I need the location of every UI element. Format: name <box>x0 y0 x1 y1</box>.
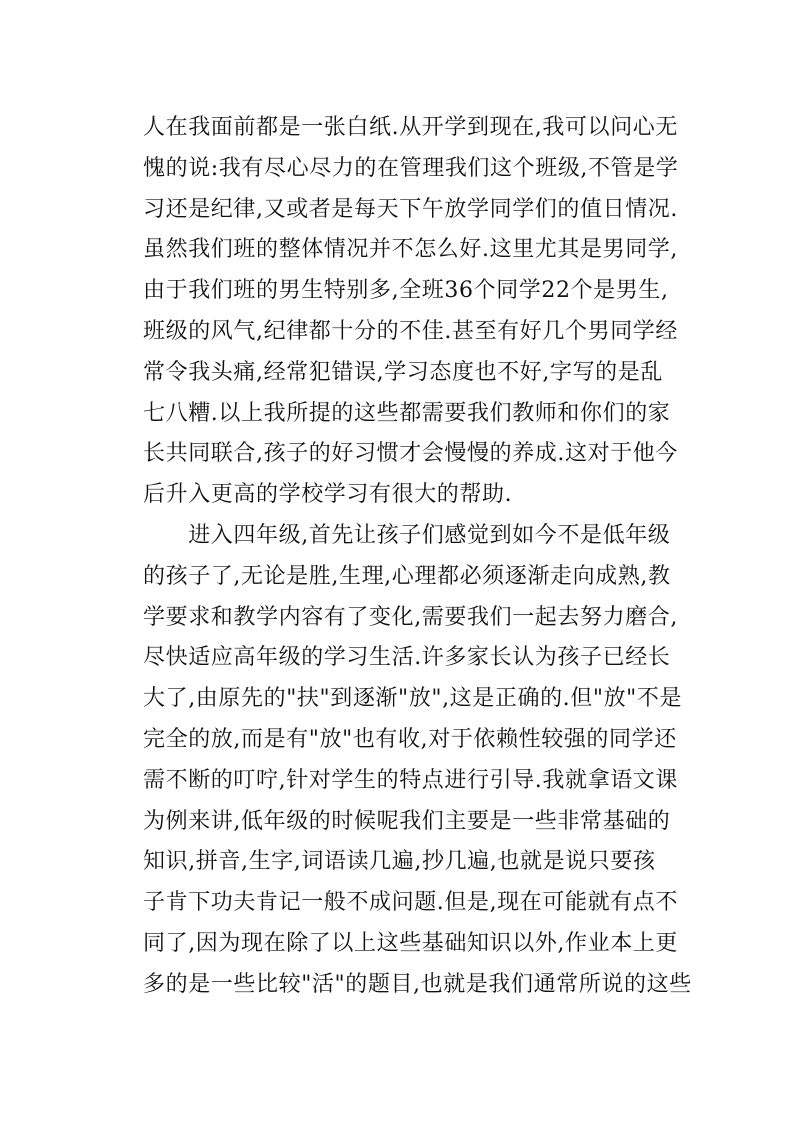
text-line: 习还是纪律,又或者是每天下午放学同学们的值日情况. <box>143 196 678 222</box>
text-line: 学要求和教学内容有了变化,需要我们一起去努力磨合, <box>143 604 678 630</box>
text-line: 常令我头痛,经常犯错误,学习态度也不好,字写的是乱 <box>143 359 663 385</box>
text-line: 人在我面前都是一张白纸.从开学到现在,我可以问心无 <box>143 115 678 140</box>
text-line: 知识,拼音,生字,词语读几遍,抄几遍,也就是说只要孩 <box>143 849 656 875</box>
text-line: 完全的放,而是有"放"也有收,对于依赖性较强的同学还 <box>143 726 677 752</box>
text-line: 需不断的叮咛,针对学生的特点进行引导.我就拿语文课 <box>143 767 678 793</box>
text-line: 七八糟.以上我所提的这些都需要我们教师和你们的家 <box>143 400 671 426</box>
text-line: 愧的说:我有尽心尽力的在管理我们这个班级,不管是学 <box>143 155 679 181</box>
text-line: 长共同联合,孩子的好习惯才会慢慢的养成.这对于他今 <box>143 441 678 467</box>
text-line: 为例来讲,低年级的时候呢我们主要是一些非常基础的 <box>143 808 671 834</box>
paragraph-start-line: 进入四年级,首先让孩子们感觉到如今不是低年级 <box>143 522 671 548</box>
text-line: 的孩子了,无论是胜,生理,心理都必须逐渐走向成熟,教 <box>143 563 671 589</box>
text-line: 班级的风气,纪律都十分的不佳.甚至有好几个男同学经 <box>143 318 678 344</box>
text-line: 子肯下功夫肯记一般不成问题.但是,现在可能就有点不 <box>143 890 678 916</box>
text-line: 大了,由原先的"扶"到逐渐"放",这是正确的.但"放"不是 <box>143 686 683 712</box>
text-line: 虽然我们班的整体情况并不怎么好.这里尤其是男同学, <box>143 237 678 263</box>
text-line: 由于我们班的男生特别多,全班36个同学22个是男生, <box>143 278 669 304</box>
text-line: 尽快适应高年级的学习生活.许多家长认为孩子已经长 <box>143 645 671 671</box>
text-line: 后升入更高的学校学习有很大的帮助. <box>143 482 513 508</box>
text-line: 同了,因为现在除了以上这些基础知识以外,作业本上更 <box>143 930 678 956</box>
body-text <box>143 108 692 1006</box>
text-line: 多的是一些比较"活"的题目,也就是我们通常所说的这些 <box>143 971 692 997</box>
